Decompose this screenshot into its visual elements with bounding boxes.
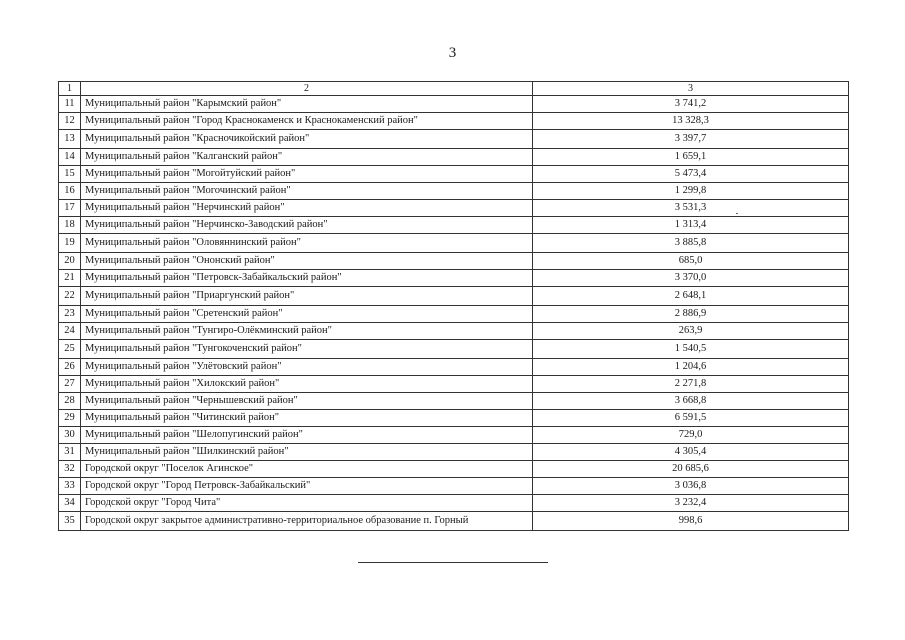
table-row (59, 113, 849, 130)
municipality-name: Муниципальный район "Шилкинский район" (81, 444, 533, 461)
municipality-name: Муниципальный район "Улётовский район" (81, 359, 533, 376)
data-table (58, 81, 849, 531)
municipality-name: Муниципальный район "Оловяннинский район" (81, 234, 533, 253)
amount-value: 3 885,8 (533, 234, 849, 253)
table-row (59, 200, 849, 217)
municipality-name: Муниципальный район "Петровск-Забайкальский район" (81, 270, 533, 287)
row-number: 17 (59, 200, 81, 217)
table-row (59, 410, 849, 427)
table-row (59, 217, 849, 234)
municipality-name: Муниципальный район "Нерчинско-Заводский район" (81, 217, 533, 234)
table-row (59, 359, 849, 376)
table-row (59, 444, 849, 461)
table-row (59, 287, 849, 306)
row-number: 25 (59, 340, 81, 359)
amount-value: 2 648,1 (533, 287, 849, 306)
municipality-name: Муниципальный район "Сретенский район" (81, 306, 533, 323)
municipality-name: Городской округ "Город Чита" (81, 495, 533, 512)
row-number: 30 (59, 427, 81, 444)
row-number: 24 (59, 323, 81, 340)
table-row (59, 512, 849, 531)
row-number: 26 (59, 359, 81, 376)
amount-value: 3 741,2 (533, 96, 849, 113)
row-number: 11 (59, 96, 81, 113)
amount-value: 1 204,6 (533, 359, 849, 376)
amount-value: 4 305,4 (533, 444, 849, 461)
row-number: 14 (59, 149, 81, 166)
municipality-name: Муниципальный район "Шелопугинский район" (81, 427, 533, 444)
header-cell-3: 3 (533, 82, 849, 96)
amount-value: 3 370,0 (533, 270, 849, 287)
municipality-name: Муниципальный район "Карымский район" (81, 96, 533, 113)
header-cell-2: 2 (81, 82, 533, 96)
table-row (59, 130, 849, 149)
amount-value: 3 668,8 (533, 393, 849, 410)
table-row (59, 149, 849, 166)
municipality-name: Муниципальный район "Город Краснокаменск и Краснокаменский район" (81, 113, 533, 130)
municipality-name: Муниципальный район "Читинский район" (81, 410, 533, 427)
table-row (59, 478, 849, 495)
amount-value: 729,0 (533, 427, 849, 444)
table-row (59, 461, 849, 478)
table-row (59, 323, 849, 340)
amount-value: 2 886,9 (533, 306, 849, 323)
table-header-row (59, 82, 849, 96)
amount-value: 3 397,7 (533, 130, 849, 149)
page-number: 3 (448, 45, 457, 61)
municipality-name: Муниципальный район "Приаргунский район" (81, 287, 533, 306)
table-row (59, 495, 849, 512)
row-number: 13 (59, 130, 81, 149)
amount-value: 685,0 (533, 253, 849, 270)
amount-value: 3 036,8 (533, 478, 849, 495)
municipality-name: Муниципальный район "Хилокский район" (81, 376, 533, 393)
municipality-name: Муниципальный район "Нерчинский район" (81, 200, 533, 217)
amount-value: 263,9 (533, 323, 849, 340)
amount-value: 1 659,1 (533, 149, 849, 166)
row-number: 19 (59, 234, 81, 253)
amount-value: 1 299,8 (533, 183, 849, 200)
row-number: 35 (59, 512, 81, 531)
scan-speck (736, 213, 738, 214)
table-body (59, 82, 849, 531)
table-row (59, 270, 849, 287)
table-row (59, 183, 849, 200)
amount-value: 13 328,3 (533, 113, 849, 130)
row-number: 28 (59, 393, 81, 410)
municipality-name: Муниципальный район "Ононский район" (81, 253, 533, 270)
amount-value: 5 473,4 (533, 166, 849, 183)
row-number: 21 (59, 270, 81, 287)
municipality-name: Муниципальный район "Красночикойский район" (81, 130, 533, 149)
table-row (59, 253, 849, 270)
row-number: 12 (59, 113, 81, 130)
amount-value: 1 540,5 (533, 340, 849, 359)
row-number: 31 (59, 444, 81, 461)
footer-separator-line (358, 562, 548, 563)
amount-value: 20 685,6 (533, 461, 849, 478)
municipality-name: Муниципальный район "Калганский район" (81, 149, 533, 166)
amount-value: 2 271,8 (533, 376, 849, 393)
row-number: 29 (59, 410, 81, 427)
table-row (59, 166, 849, 183)
row-number: 23 (59, 306, 81, 323)
municipality-name: Муниципальный район "Тунгокоченский район" (81, 340, 533, 359)
header-cell-1: 1 (59, 82, 81, 96)
table-row (59, 306, 849, 323)
table-row (59, 393, 849, 410)
table-row (59, 96, 849, 113)
row-number: 32 (59, 461, 81, 478)
row-number: 33 (59, 478, 81, 495)
amount-value: 3 232,4 (533, 495, 849, 512)
amount-value: 998,6 (533, 512, 849, 531)
row-number: 18 (59, 217, 81, 234)
row-number: 27 (59, 376, 81, 393)
row-number: 22 (59, 287, 81, 306)
municipality-name: Муниципальный район "Тунгиро-Олёкминский район" (81, 323, 533, 340)
municipality-name: Муниципальный район "Могочинский район" (81, 183, 533, 200)
table-row (59, 376, 849, 393)
row-number: 16 (59, 183, 81, 200)
row-number: 15 (59, 166, 81, 183)
municipality-name: Городской округ "Город Петровск-Забайкальский" (81, 478, 533, 495)
amount-value: 3 531,3 (533, 200, 849, 217)
municipality-name: Муниципальный район "Могойтуйский район" (81, 166, 533, 183)
amount-value: 1 313,4 (533, 217, 849, 234)
table-row (59, 340, 849, 359)
row-number: 34 (59, 495, 81, 512)
amount-value: 6 591,5 (533, 410, 849, 427)
municipality-name: Городской округ "Поселок Агинское" (81, 461, 533, 478)
table-row (59, 427, 849, 444)
municipality-name: Муниципальный район "Чернышевский район" (81, 393, 533, 410)
row-number: 20 (59, 253, 81, 270)
municipality-name: Городской округ закрытое административно-территориальное образование п. Горный (81, 512, 533, 531)
table-row (59, 234, 849, 253)
